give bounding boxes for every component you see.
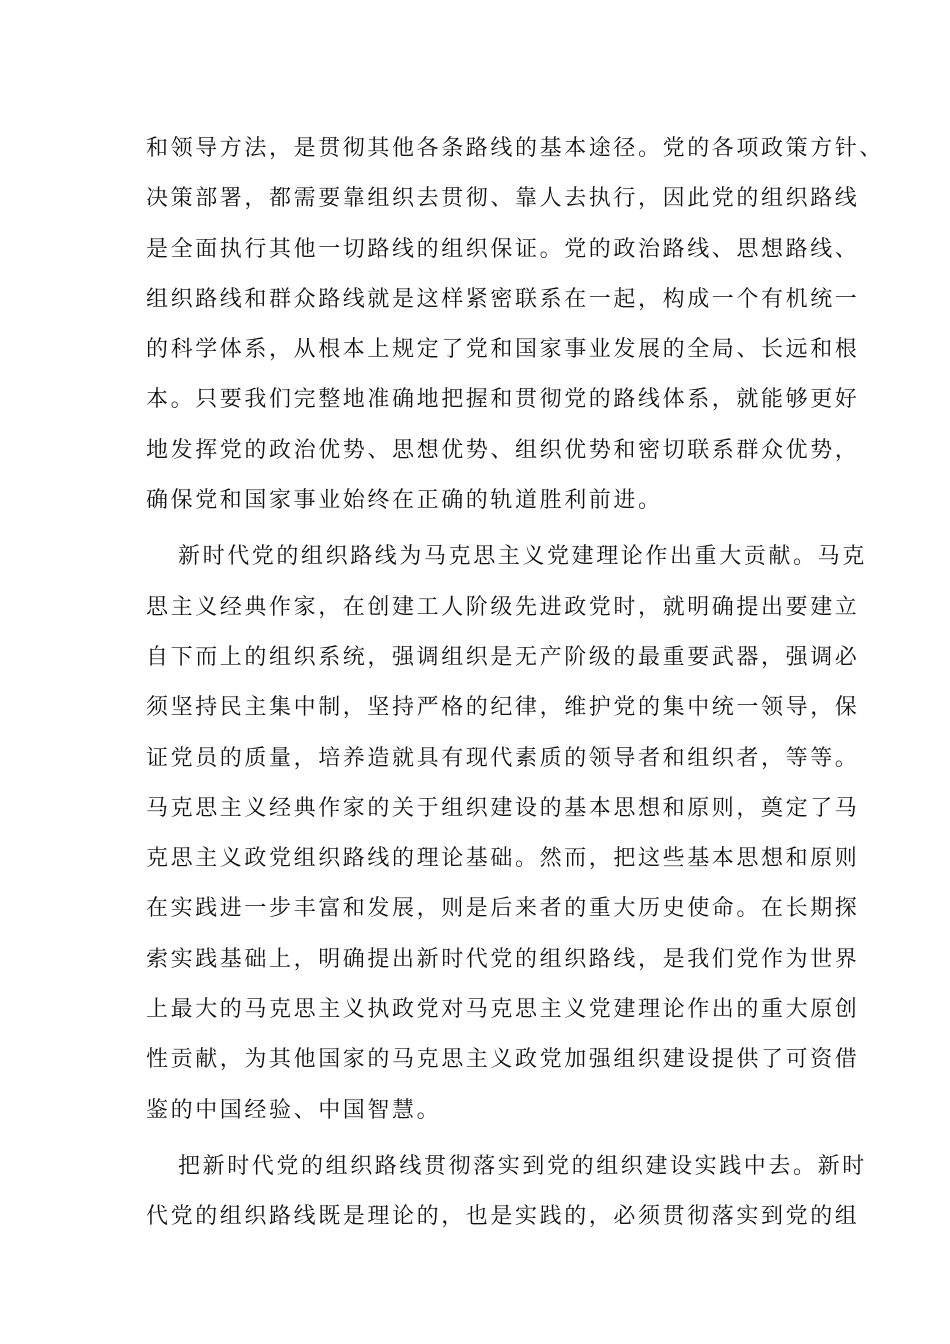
text-line: 克思主义政党组织路线的理论基础。然而，把这些基本思想和原则: [146, 846, 860, 872]
text-line: 是全面执行其他一切路线的组织保证。党的政治路线、思想路线、: [146, 236, 860, 262]
text-line: 证党员的质量，培养造就具有现代素质的领导者和组织者，等等。: [146, 745, 860, 771]
text-line: 地发挥党的政治优势、思想优势、组织优势和密切联系群众优势，: [146, 437, 860, 463]
text-line: 在实践进一步丰富和发展，则是后来者的重大历史使命。在长期探: [146, 896, 860, 922]
paragraph-1: [146, 124, 885, 526]
text-line: 的科学体系，从根本上规定了党和国家事业发展的全局、长远和根: [146, 337, 860, 363]
text-line: 索实践基础上，明确提出新时代党的组织路线，是我们党作为世界: [146, 946, 860, 972]
text-line: 须坚持民主集中制，坚持严格的纪律，维护党的集中统一领导，保: [146, 695, 860, 721]
text-line-first: 新时代党的组织路线为马克思主义党建理论作出重大贡献。马克: [178, 544, 867, 570]
text-line: 马克思主义经典作家的关于组织建设的基本思想和原则，奠定了马: [146, 795, 860, 821]
paragraph-2: [146, 532, 867, 1136]
text-line: 和领导方法，是贯彻其他各条路线的基本途径。党的各项政策方针、: [146, 136, 885, 161]
text-line: 性贡献，为其他国家的马克思主义政党加强组织建设提供了可资借: [146, 1047, 860, 1073]
text-line: 组织路线和群众路线就是这样紧密联系在一起，构成一个有机统一: [146, 286, 860, 312]
text-line: 决策部署，都需要靠组织去贯彻、靠人去执行，因此党的组织路线: [146, 186, 860, 212]
paragraph-3: [146, 1142, 867, 1243]
text-line: 自下而上的组织系统，强调组织是无产阶级的最重要武器，强调必: [146, 644, 860, 670]
text-line: 思主义经典作家，在创建工人阶级先进政党时，就明确提出要建立: [146, 594, 860, 620]
text-line: 上最大的马克思主义执政党对马克思主义党建理论作出的重大原创: [146, 997, 860, 1023]
text-line: 鉴的中国经验、中国智慧。: [146, 1097, 442, 1123]
text-line: 确保党和国家事业始终在正确的轨道胜利前进。: [146, 488, 663, 514]
text-line: 代党的组织路线既是理论的，也是实践的，必须贯彻落实到党的组: [146, 1204, 860, 1230]
text-line: 本。只要我们完整地准确地把握和贯彻党的路线体系，就能够更好: [146, 387, 860, 413]
text-line-first: 把新时代党的组织路线贯彻落实到党的组织建设实践中去。新时: [178, 1153, 867, 1179]
body-text: [146, 124, 885, 1243]
